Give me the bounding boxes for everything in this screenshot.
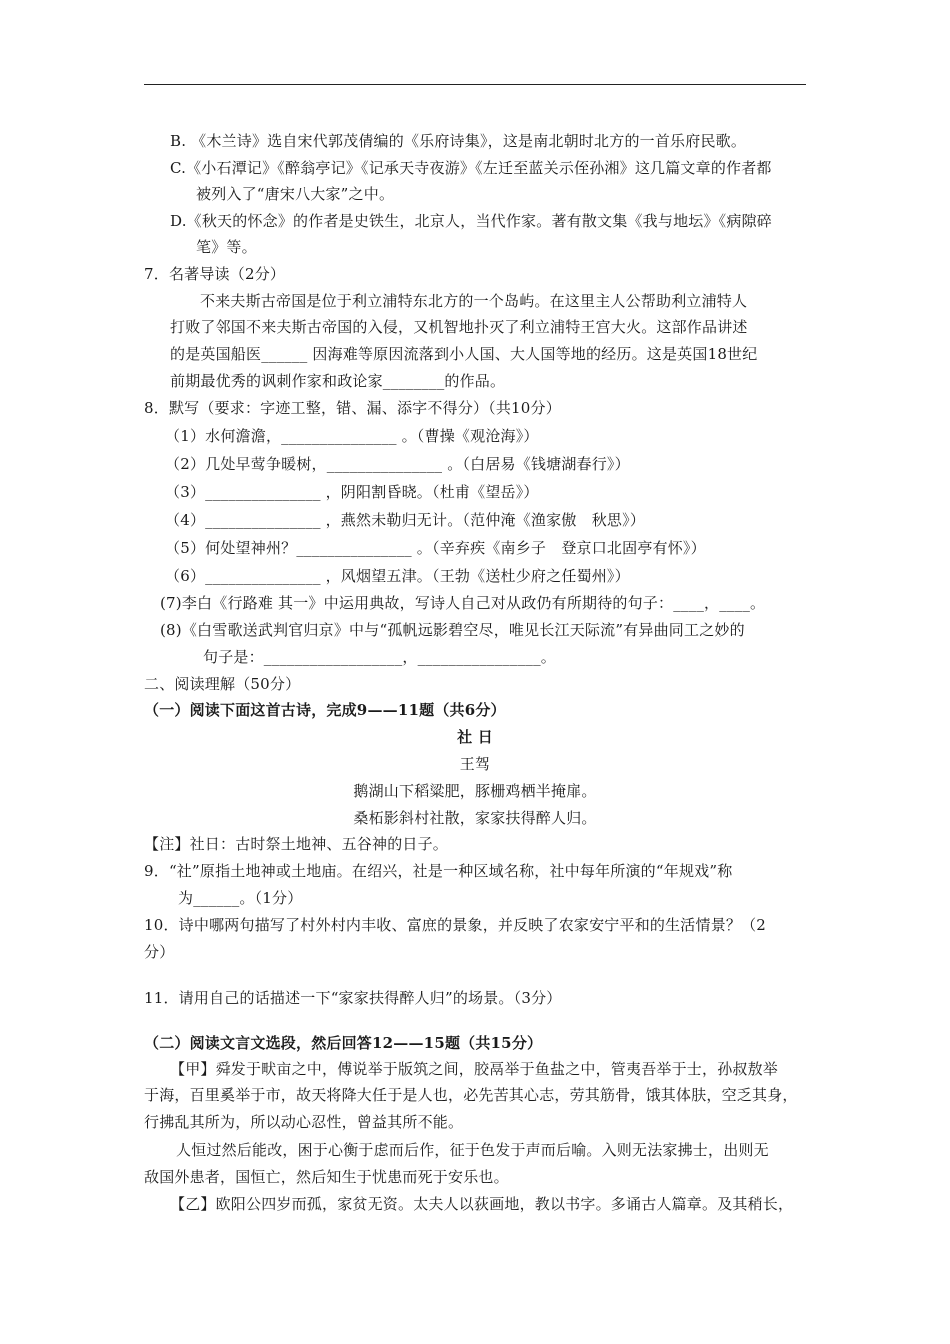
- option-c-line2: 被列入了“唐宋八大家”之中。: [196, 185, 395, 203]
- q11-text: 11．请用自己的话描述一下“家家扶得醉人归”的场景。（3分）: [144, 989, 562, 1007]
- q8-item2: （2）几处早莺争暖树，_______________ 。（白居易《钱塘湖春行》）: [165, 455, 630, 473]
- q8-item3: （3）_______________ ，阴阳割昏晓。（杜甫《望岳》）: [165, 483, 539, 501]
- passage-a-line4: 人恒过然后能改，困于心衡于虑而后作，征于色发于声而后喻。入则无法家拂士，出则无: [176, 1141, 769, 1159]
- q8-title: 8．默写（要求：字迹工整，错、漏、添字不得分）（共10分）: [144, 399, 561, 417]
- q8-item8-line2: 句子是：__________________，________________。: [203, 648, 557, 666]
- q9-line1: 9．“社”原指土地神或土地庙。在绍兴，社是一种区域名称，社中每年所演的“年规戏”称: [144, 862, 733, 880]
- poem-note: 【注】社日：古时祭土地神、五谷神的日子。: [144, 835, 449, 853]
- q10-line1: 10．诗中哪两句描写了村外村内丰收、富庶的景象，并反映了农家安宁平和的生活情景？（2: [144, 916, 767, 934]
- poem-line1: 鹅湖山下稻粱肥，豚栅鸡栖半掩扉。: [353, 782, 597, 800]
- passage-a-line3: 行拂乱其所为，所以动心忍性，曾益其所不能。: [144, 1113, 464, 1131]
- option-b: B. 《木兰诗》选自宋代郭茂倩编的《乐府诗集》，这是南北朝时北方的一首乐府民歌。: [170, 132, 747, 150]
- part2-title: （二）阅读文言文选段，然后回答12——15题（共15分）: [144, 1034, 543, 1052]
- q8-item1: （1）水何澹澹，_______________ 。（曹操《观沧海》）: [165, 427, 539, 445]
- poem-title: 社 日: [457, 728, 493, 746]
- q10-line2: 分）: [144, 943, 175, 961]
- q8-item6: （6）_______________ ，风烟望五津。（王勃《送杜少府之任蜀州》）: [165, 567, 630, 585]
- passage-a-line5: 敌国外患者，国恒亡，然后知生于忧患而死于安乐也。: [144, 1168, 509, 1186]
- part1-title: （一）阅读下面这首古诗，完成9——11题（共6分）: [144, 701, 506, 719]
- q7-line4: 前期最优秀的讽刺作家和政论家________的作品。: [170, 372, 506, 390]
- passage-a-line1: 【甲】舜发于畎亩之中，傅说举于版筑之间，胶鬲举于鱼盐之中，管夷吾举于士，孙叔敖举: [170, 1060, 779, 1078]
- passage-b-line1: 【乙】欧阳公四岁而孤，家贫无资。太夫人以荻画地，教以书字。多诵古人篇章。及其稍长，: [170, 1195, 794, 1213]
- q7-title: 7．名著导读（2分）: [144, 265, 286, 283]
- poem-line2: 桑柘影斜村社散，家家扶得醉人归。: [353, 809, 597, 827]
- q7-line2: 打败了邻国不来夫斯古帝国的入侵，又机智地扑灭了利立浦特王宫大火。这部作品讲述: [170, 318, 748, 336]
- q8-item5: （5）何处望神州？_______________ 。（辛弃疾《南乡子 登京口北固亭有怀》）: [165, 539, 706, 557]
- option-c-line1: C.《小石潭记》《醉翁亭记》《记承天寺夜游》《左迁至蓝关示侄孙湘》这几篇文章的作者都: [170, 159, 772, 177]
- q9-line2: 为______。（1分）: [178, 889, 303, 907]
- header-rule: [144, 84, 806, 85]
- q8-item8-line1: (8)《白雪歌送武判官归京》中与“孤帆远影碧空尽，唯见长江天际流”有异曲同工之妙的: [160, 621, 745, 639]
- q8-item4: （4）_______________ ，燕然未勒归无计。（范仲淹《渔家傲 秋思》）: [165, 511, 646, 529]
- option-d-line1: D.《秋天的怀念》的作者是史铁生，北京人，当代作家。著有散文集《我与地坛》《病隙碎: [170, 212, 772, 230]
- option-d-line2: 笔》等。: [196, 238, 257, 256]
- q8-item7: (7)李白《行路难 其一》中运用典故，写诗人自己对从政仍有所期待的句子：____，____。: [160, 594, 766, 612]
- poem-author: 王驾: [459, 755, 491, 773]
- q7-line3: 的是英国船医______ 因海难等原因流落到小人国、大人国等地的经历。这是英国18世纪: [170, 345, 758, 363]
- section2-title: 二、阅读理解（50分）: [144, 675, 301, 693]
- passage-a-line2: 于海，百里奚举于市，故天将降大任于是人也，必先苦其心志，劳其筋骨，饿其体肤，空乏其身，: [144, 1086, 798, 1104]
- q7-line1: 不来夫斯古帝国是位于利立浦特东北方的一个岛屿。在这里主人公帮助利立浦特人: [200, 292, 748, 310]
